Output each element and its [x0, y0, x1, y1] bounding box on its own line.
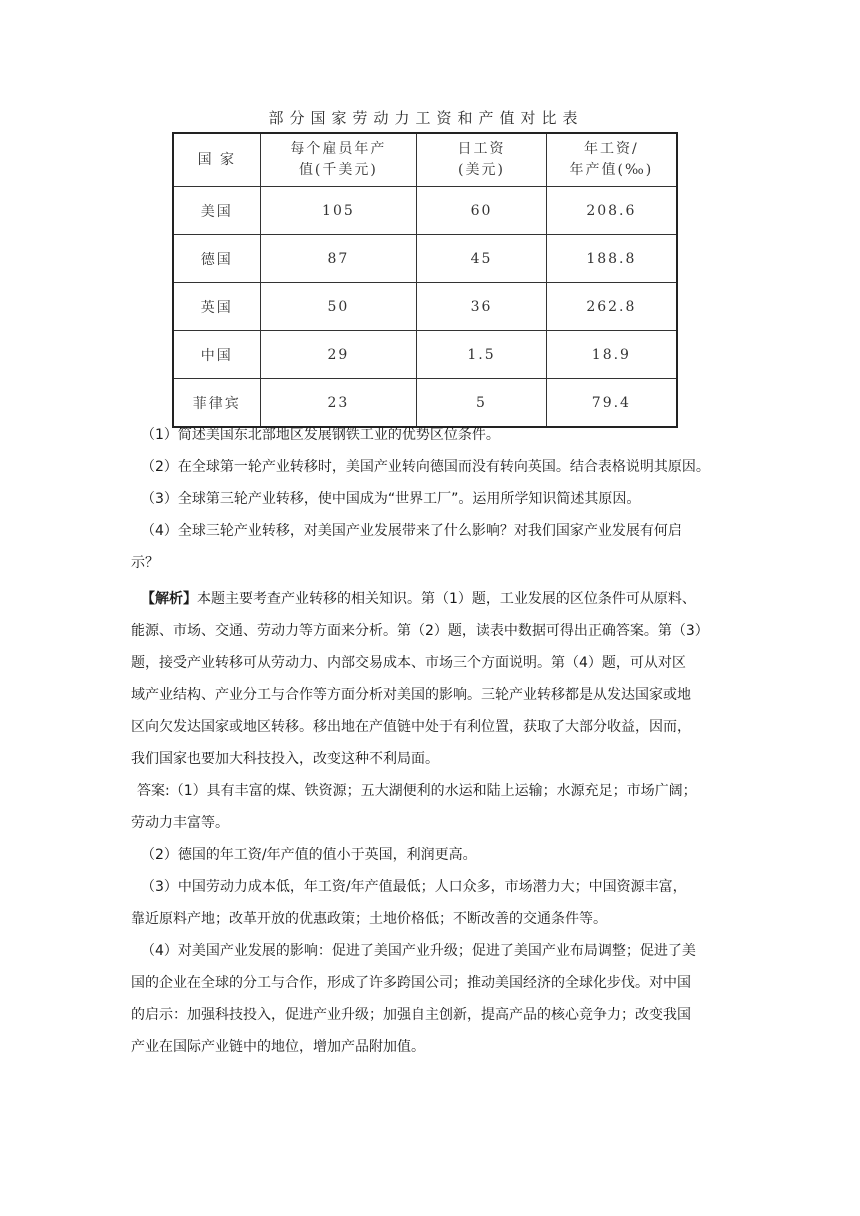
cell-daily-wage: 45 [417, 235, 546, 283]
cell-output: 87 [260, 235, 417, 283]
header-output-per-employee [260, 133, 417, 187]
answer-4-line2: 国的企业在全球的分工与合作，形成了许多跨国公司；推动美国经济的全球化步伐。对中国 [131, 975, 691, 991]
cell-output: 29 [260, 331, 417, 379]
answer-3-line2: 靠近原料产地；改革开放的优惠政策；土地价格低；不断改善的交通条件等。 [131, 911, 607, 927]
header-daily-wage-line1: 日工资 [457, 141, 506, 157]
header-wage-ratio-line2: 年产值(‰) [569, 162, 654, 178]
answer-2: （2）德国的年工资/年产值的值小于英国，利润更高。 [141, 847, 477, 863]
analysis-line6: 我们国家也要加大科技投入，改变这种不利局面。 [131, 751, 439, 767]
question-4-line2: 示？ [131, 555, 159, 571]
cell-output: 23 [260, 379, 417, 428]
header-output-line1: 每个雇员年产 [290, 141, 387, 157]
analysis-text1: 本题主要考查产业转移的相关知识。第（1）题，工业发展的区位条件可从原料、 [197, 591, 696, 607]
cell-daily-wage: 5 [417, 379, 546, 428]
table-row [173, 331, 677, 379]
table-row [173, 379, 677, 428]
answer-1-line2: 劳动力丰富等。 [131, 815, 229, 831]
answer-3-line1: （3）中国劳动力成本低，年工资/年产值最低；人口众多，市场潜力大；中国资源丰富， [141, 879, 687, 895]
question-3: （3）全球第三轮产业转移，使中国成为“世界工厂”。运用所学知识简述其原因。 [141, 491, 641, 507]
cell-daily-wage: 36 [417, 283, 546, 331]
comparison-table-figure [172, 104, 680, 428]
cell-wage-ratio: 208.6 [546, 187, 677, 235]
cell-output: 105 [260, 187, 417, 235]
cell-output: 50 [260, 283, 417, 331]
question-1: （1）简述美国东北部地区发展钢铁工业的优势区位条件。 [141, 427, 500, 443]
header-wage-ratio-line1: 年工资/ [584, 141, 639, 157]
header-wage-ratio [546, 133, 677, 187]
header-country [173, 133, 260, 187]
analysis-label: 【解析】 [141, 591, 197, 607]
header-output-line2: 值(千美元) [298, 162, 378, 178]
cell-wage-ratio: 188.8 [546, 235, 677, 283]
cell-daily-wage: 1.5 [417, 331, 546, 379]
cell-country: 中国 [173, 331, 260, 379]
analysis-line4: 域产业结构、产业分工与合作等方面分析对美国的影响。三轮产业转移都是从发达国家或地 [131, 687, 691, 703]
header-country-text: 国 家 [197, 151, 237, 168]
cell-wage-ratio: 262.8 [546, 283, 677, 331]
cell-country: 美国 [173, 187, 260, 235]
table-header-row [173, 133, 677, 187]
table-row [173, 187, 677, 235]
cell-country: 德国 [173, 235, 260, 283]
comparison-table [172, 132, 678, 428]
answer-4-line3: 的启示：加强科技投入，促进产业升级；加强自主创新，提高产品的核心竞争力；改变我国 [131, 1007, 691, 1023]
cell-daily-wage: 60 [417, 187, 546, 235]
analysis-line5: 区向欠发达国家或地区转移。移出地在产值链中处于有利位置，获取了大部分收益，因而， [131, 719, 691, 735]
cell-country: 菲律宾 [173, 379, 260, 428]
table-row [173, 283, 677, 331]
table-title: 部分国家劳动力工资和产值对比表 [268, 109, 584, 127]
question-4-line1: （4）全球三轮产业转移，对美国产业发展带来了什么影响？对我们国家产业发展有何启 [141, 523, 682, 539]
header-daily-wage [417, 133, 546, 187]
table-row [173, 235, 677, 283]
analysis-line2: 能源、市场、交通、劳动力等方面来分析。第（2）题，读表中数据可得出正确答案。第（3） [131, 623, 709, 639]
cell-country: 英国 [173, 283, 260, 331]
analysis-line3: 题，接受产业转移可从劳动力、内部交易成本、市场三个方面说明。第（4）题，可从对区 [131, 655, 686, 671]
answer-4-line4: 产业在国际产业链中的地位，增加产品附加值。 [131, 1039, 425, 1055]
answer-4-line1: （4）对美国产业发展的影响：促进了美国产业升级；促进了美国产业布局调整；促进了美 [141, 943, 696, 959]
analysis-line1 [141, 588, 696, 608]
question-2: （2）在全球第一轮产业转移时，美国产业转向德国而没有转向英国。结合表格说明其原因。 [141, 459, 710, 475]
answer-1-line1: 答案:（1）具有丰富的煤、铁资源；五大湖便利的水运和陆上运输；水源充足；市场广阔； [137, 783, 697, 799]
cell-wage-ratio: 18.9 [546, 331, 677, 379]
cell-wage-ratio: 79.4 [546, 379, 677, 428]
header-daily-wage-line2: (美元) [458, 162, 505, 178]
